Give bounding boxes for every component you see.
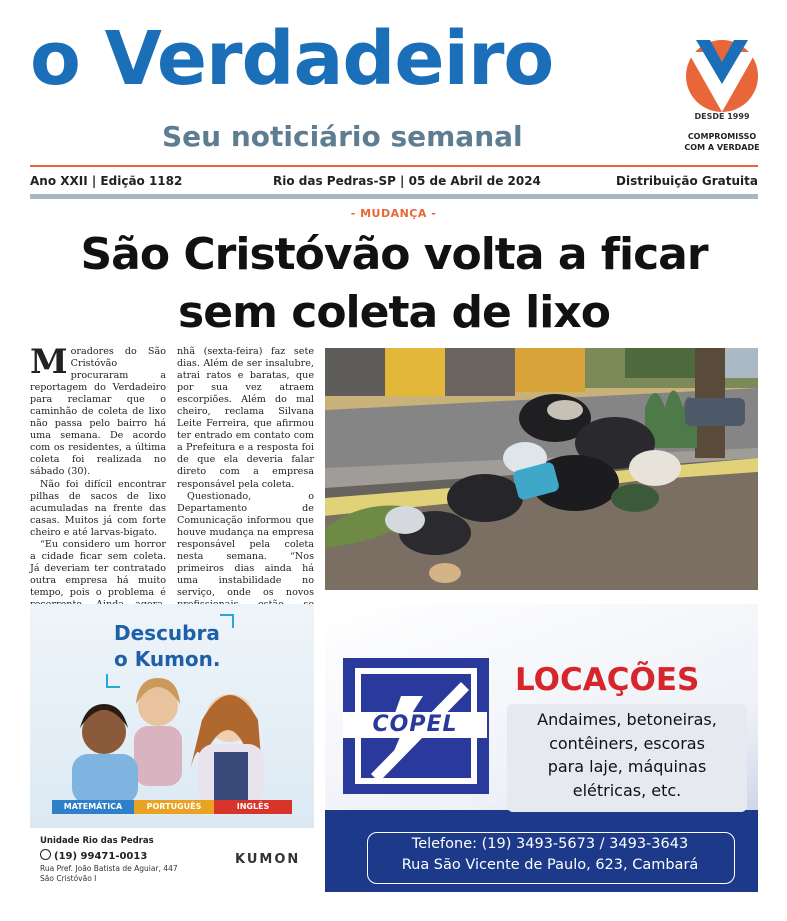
kumon-headline: Descubra o Kumon. xyxy=(114,621,221,671)
distribution-label: Distribuição Gratuita xyxy=(616,174,758,188)
whatsapp-icon xyxy=(40,849,51,860)
article-kicker: - MUDANÇA - xyxy=(350,207,437,220)
copel-logo-text: COPEL xyxy=(343,712,487,738)
newspaper-tagline: Seu noticiário semanal xyxy=(162,120,523,153)
kumon-unit-label: Unidade Rio das Pedras xyxy=(40,836,154,846)
locacoes-title: LOCAÇÕES xyxy=(515,662,700,698)
services-list: Andaimes, betoneiras, contêiners, escoras para laje, máquinas elétricas, etc. xyxy=(537,710,717,800)
masthead-divider xyxy=(30,165,758,167)
edition-info: Ano XXII | Edição 1182 xyxy=(30,174,183,188)
children-illustration-icon xyxy=(48,674,298,804)
article-column-1: Moradores do São Cristóvão procuraram a reportagem do Verdadeiro para reclamar que o caminhão de coleta de lixo não passa pelo bairro há uma semana. De acordo com os residentes, a última coleta foi realizada no sábado (30). Não foi difícil encontrar pilhas de sacos de lixo acumuladas na frente das casas. Muitos já com forte cheiro e até larvas-bigato. “Eu considero um horror a cidade ficar sem coleta. Já deveriam ter contratado outra empresa há muito tempo, pois o problema é xyxy=(30,342,166,598)
subject-portuguese-tag: PORTUGUÊS xyxy=(134,800,214,814)
drop-cap: M xyxy=(30,342,68,382)
corner-bracket-icon xyxy=(220,614,234,628)
since-label: DESDE 1999 xyxy=(694,112,750,121)
verdadeiro-v-logo-icon xyxy=(682,34,762,114)
article-column-2: nhã (sexta-feira) faz sete dias. Além de ser insalubre, atrai ratos e baratas, que por sua vez atraem escorpiões. Além do mal cheiro, reclama Silvana Leite Ferreira, que afirmou ter entrado em contato com a Prefeitura e a resposta foi de que ela deveria falar direto com a empresa responsável pela coleta. Questionado, o Departamento de Comunicação informou que houve mudança na empresa responsável pela coleta nesta semana. “Nos primeiros dias ainda há uma instabilidade no serviço, onde os novos xyxy=(177,346,314,598)
copel-ad[interactable] xyxy=(325,604,758,892)
kumon-brand-logo: KUMON xyxy=(235,852,301,867)
masthead-bottom-bar xyxy=(30,194,758,199)
subject-math-tag: MATEMÁTICA xyxy=(52,800,134,814)
subject-english-tag: INGLÊS xyxy=(214,800,292,814)
newspaper-title: o Verdadeiro xyxy=(30,16,554,102)
article-headline: São Cristóvão volta a ficar sem coleta de lixo xyxy=(80,229,708,338)
kumon-phone[interactable]: (19) 99471-0013 xyxy=(40,849,147,862)
kumon-ad[interactable] xyxy=(30,604,314,892)
copel-phone[interactable]: Telefone: (19) 3493-5673 / 3493-3643 xyxy=(411,836,689,852)
trash-bags-photo xyxy=(325,348,758,590)
kumon-address: Rua Pref. João Batista de Aguiar, 447 São Cristóvão I xyxy=(40,864,178,883)
commitment-label: COMPROMISSO COM A VERDADE xyxy=(684,132,760,152)
place-date: Rio das Pedras-SP | 05 de Abril de 2024 xyxy=(273,174,541,188)
copel-address: Rua São Vicente de Paulo, 623, Cambará xyxy=(401,857,699,873)
